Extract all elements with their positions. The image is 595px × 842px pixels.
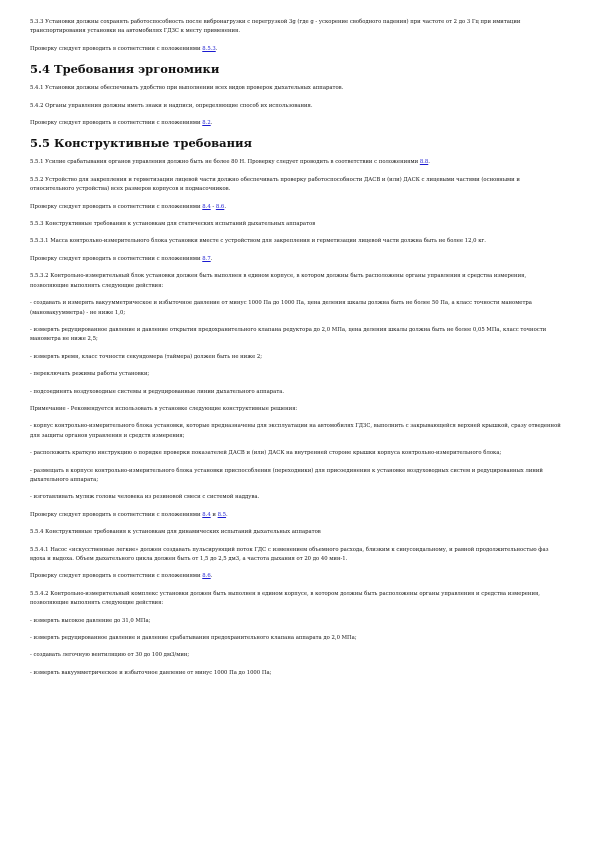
reference-separator: и (210, 511, 218, 518)
paragraph-text: Проверку следует проводить в соответствии с положениями (30, 255, 203, 262)
section-reference-link[interactable]: 8.4 (202, 511, 211, 518)
section-reference-link[interactable]: 8.8 (419, 159, 429, 166)
paragraph (30, 546, 565, 565)
paragraph-text: Проверку следует проводить в соответствии с положениями (30, 120, 203, 127)
paragraph (30, 272, 565, 291)
paragraph (30, 493, 565, 502)
section-reference-link[interactable]: 8.7 (202, 255, 211, 262)
paragraph (30, 528, 565, 537)
paragraph (30, 203, 565, 212)
paragraph (30, 422, 565, 441)
paragraph-text: 5.5.4 Конструктивные требования к установкам для динамических испытаний дыхательных аппаратов (30, 529, 321, 536)
paragraph (30, 237, 565, 246)
paragraph-text: - изготавливать муляж головы человека из резиновой смеси с системой наддува. (30, 494, 260, 501)
paragraph (30, 326, 565, 345)
paragraph-text: 5.5.3.2 Контрольно-измерительный блок установки должен быть выполнен в едином корпусе, в котором должны быть расположены органы управления и средства измерения, позволяющие выполнять следующие действия: (30, 273, 527, 289)
paragraph (30, 467, 565, 486)
section-heading (30, 136, 565, 150)
section-reference-link[interactable]: 8.6 (215, 203, 225, 210)
section-reference-link[interactable]: 8.4 (202, 203, 211, 210)
paragraph (30, 617, 565, 626)
section-reference-link[interactable]: 8.5.3 (202, 45, 216, 52)
paragraph-text: 5.3.3 Установки должны сохранять работоспособность после вибронагрузки с перегрузкой 3g (где g - ускорение свободного падения) при частоте от 2 до 3 Гц при имитации транспортирования установки на автомобилях ГДЗС к месту применения. (30, 19, 521, 35)
paragraph-text: 5.5.1 Усилие срабатывания органов управления должно быть не более 80 Н. Проверку следует проводить в соответствии с положениями (30, 159, 420, 166)
paragraph (30, 220, 565, 229)
paragraph-text: 5.5.4.1 Насос «искусственные легкие» должен создавать пульсирующий поток ГДС с изменением объемного расхода, близким к синусоидальному, и равной продолжительностью фаз вдоха и выдоха. Объем дыхательного цикла должен быть от 1,5 до 2,5 дм3, а частота дыхания от 20 до 40 мин-1. (30, 546, 549, 562)
paragraph-text: - измерять высокое давление до 31,0 МПа; (30, 617, 151, 624)
paragraph-text: 5.5.3.1 Масса контрольно-измерительного блока установки вместе с устройством для закрепления и герметизации лицевой части должна быть не более 12,0 кг. (30, 238, 486, 245)
paragraph-text: - создавать легочную вентиляцию от 30 до 100 дм3/мин; (30, 652, 190, 659)
paragraph (30, 572, 565, 581)
reference-separator: - (210, 203, 216, 210)
paragraph (30, 634, 565, 643)
paragraph-text: 5.4 Требования эргономики (30, 62, 220, 77)
paragraph (30, 370, 565, 379)
paragraph (30, 405, 565, 414)
paragraph (30, 255, 565, 264)
paragraph (30, 651, 565, 660)
paragraph-text: - измерять вакуумметрическое и избыточное давление от минус 1000 Па до 1000 Па; (30, 669, 272, 676)
paragraph-text: Проверку следует проводить в соответствии с положениями (30, 511, 203, 518)
paragraph-suffix: . (224, 203, 226, 210)
paragraph (30, 669, 565, 678)
paragraph-text: - измерять редуцированное давление и давление открытия предохранительного клапана редуктора до 2,0 МПа, цена деления шкалы должна быть не более 0,05 МПа, класс точности манометра не ниже 2,5; (30, 326, 547, 343)
paragraph (30, 102, 565, 111)
paragraph-text: - создавать и измерять вакуумметрическое и избыточное давление от минус 1000 Па до 1000 Па, цена деления шкалы должна быть не более 50 Па, а класс точности манометра (мановакуумметра) - не ниже 1,0; (30, 300, 532, 316)
paragraph-text: 5.5 Конструктивные требования (30, 136, 253, 151)
paragraph-text: Примечание - Рекомендуется использовать в установке следующие конструктивные решения: (30, 405, 298, 412)
paragraph (30, 511, 565, 520)
paragraph-text: 5.5.3 Конструктивные требования к установкам для статических испытаний дыхательных аппаратов (30, 221, 316, 228)
paragraph-text: 5.5.4.2 Контрольно-измерительный комплекс установки должен быть выполнен в едином корпусе, в котором должны быть расположены органы управления и средства измерения, позволяющие выполнять следующие действия: (30, 590, 540, 607)
paragraph-text: - измерять редуцированное давление и давление срабатывания предохранительного клапана аппарата до 2,0 МПа; (30, 635, 357, 642)
paragraph-suffix: . (210, 255, 213, 262)
paragraph (30, 45, 565, 54)
paragraph-text: 5.5.2 Устройство для закрепления и герметизации лицевой части должно обеспечивать проверку работоспособности ДАСВ и (или) ДАСК с лицевыми частями (основными и относительного устройства) всех размеров корпусов и подмасочников. (30, 176, 520, 193)
paragraph-text: - размещать в корпусе контрольно-измерительного блока установки приспособления (переходники) для присоединения к установке воздуховодных систем и редуцированных линий дыхательного аппарата; (30, 467, 543, 483)
paragraph (30, 449, 565, 458)
paragraph (30, 119, 565, 128)
paragraph-text: - переключать режимы работы установки; (30, 371, 150, 378)
paragraph-suffix: . (210, 120, 213, 127)
paragraph-suffix: . (226, 511, 228, 518)
paragraph-text: - подсоединять воздуховодные системы и редуцированные линии дыхательного аппарата. (30, 388, 285, 395)
paragraph-text: - корпус контрольно-измерительного блока установки, которые предназначены для эксплуатации на автомобилях ГДЗС, выполнить с закрывающейся верхней крышкой, сразу отведенной для защиты органов управления и средств измерения; (30, 423, 561, 439)
paragraph-text: 5.4.2 Органы управления должны иметь знаки и надписи, определяющие способ их использования. (30, 102, 313, 109)
section-reference-link[interactable]: 8.2 (202, 120, 211, 127)
paragraph (30, 176, 565, 195)
paragraph-text: Проверку следует проводить в соответствии с положениями (30, 45, 203, 52)
paragraph (30, 353, 565, 362)
paragraph-suffix: . (215, 45, 218, 52)
paragraph (30, 158, 565, 167)
paragraph (30, 388, 565, 397)
paragraph-suffix: . (428, 159, 430, 166)
paragraph-text: Проверку следует проводить в соответствии с положениями (30, 203, 203, 210)
paragraph (30, 299, 565, 318)
section-reference-link[interactable]: 8.5 (217, 511, 227, 518)
paragraph-text: - расположить краткую инструкцию о порядке проверки показателей ДАСВ и (или) ДАСК на внутренней стороне крышки корпуса контрольно-измерительного блока; (30, 450, 502, 457)
paragraph-text: - измерять время, класс точности секундомера (таймера) должен быть не ниже 2; (30, 353, 263, 360)
paragraph-suffix: . (210, 573, 213, 580)
paragraph (30, 18, 565, 37)
section-reference-link[interactable]: 8.6 (202, 573, 211, 580)
section-heading (30, 62, 565, 76)
paragraph (30, 84, 565, 93)
paragraph (30, 590, 565, 609)
paragraph-text: Проверку следует проводить в соответствии с положениями (30, 573, 203, 580)
paragraph-text: 5.4.1 Установки должны обеспечивать удобство при выполнении всех видов проверок дыхательных аппаратов. (30, 85, 344, 92)
